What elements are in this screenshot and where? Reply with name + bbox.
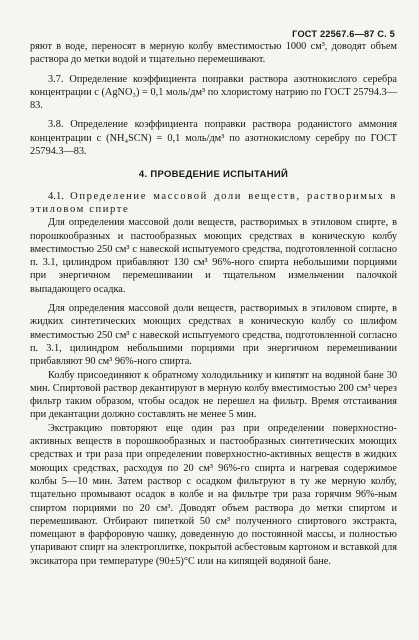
paragraph-3-8: 3.8. Определение коэффициента поправки раствора роданистого аммония концентрации c (NH₄SCN) = 0,1 моль/дм³ по азотнокислому серебру по ГОСТ 25794.3—83. <box>30 119 397 158</box>
page-header: ГОСТ 22567.6—87 С. 5 <box>292 29 395 39</box>
subsection-heading <box>30 190 397 217</box>
document-body <box>30 40 397 568</box>
paragraph-extraction: Экстракцию повторяют еще один раз при определении поверхностно-активных веществ в порошкообразных и пастообразных синтетических моющих средствах и три раза при определении поверхностно-активных веществ в жидких моющих средствах, расходуя по 20 см³ 96%-го спирта и нагревая содержимое колбы 5—10 мин. Затем раствор с осадком фильтруют в ту же мерную колбу, тщательно промывают осадок в колбе и на фильтре три раза горячим 96%-ным спиртом порциями по 20 см³. Доводят объем раствора до метки спиртом и перемешивают. Отбирают пипеткой 50 см³ полученного спиртового экстракта, помещают в фарфоровую чашку, доведенную до постоянной массы, и полностью упаривают спирт на электроплитке, покрытой асбестовым картоном и вставкой для эксикатора при температуре (90±5)°С или на кипящей водяной бане. <box>30 422 397 567</box>
paragraph-3-7: 3.7. Определение коэффициента поправки раствора азотнокислого серебра концентрации c (AgNO₃) = 0,1 моль/дм³ по хлористому натрию по ГОСТ 25794.3—83. <box>30 73 397 112</box>
paragraph-method-powder: Для определения массовой доли веществ, растворимых в этиловом спирте, в порошкообразных и пастообразных моющих средствах в коническую колбу вместимостью 250 см³ с навеской испытуемого средства, подготовленной согласно п. 3.1, цилиндром прибавляют 130 см³ 96%-ного спирта небольшими порциями при энергичном перемешивании и тщательном измельчении палочкой выпадающего осадка. <box>30 217 397 295</box>
subsection-number: 4.1. <box>48 190 64 202</box>
subsection-title: Определение массовой доли веществ, растворимых в этиловом спирте <box>30 190 397 215</box>
paragraph-reflux: Колбу присоединяют к обратному холодильнику и кипятят на водяной бане 30 мин. Спиртовой раствор декантируют в мерную колбу вместимостью 200 см³ через фильтр таким образом, чтобы осадок не перешел на фильтр. Время отстаивания при декантации должно составлять не менее 5 мин. <box>30 369 397 421</box>
paragraph-method-liquid: Для определения массовой доли веществ, растворимых в этиловом спирте, в жидких синтетических моющих средствах в коническую колбу со шлифом вместимостью 250 см³ с навеской испытуемого средства, подготовленной согласно п. 3.1, цилиндром небольшими порциями при энергичном перемешивании прибавляют 90 см³ 96%-ного спирта. <box>30 303 397 368</box>
section-title: 4. ПРОВЕДЕНИЕ ИСПЫТАНИЙ <box>138 169 289 181</box>
paragraph-continued: ряют в воде, переносят в мерную колбу вместимостью 1000 см³, доводят объем раствора до метки водой и тщательно перемешивают. <box>30 41 397 66</box>
